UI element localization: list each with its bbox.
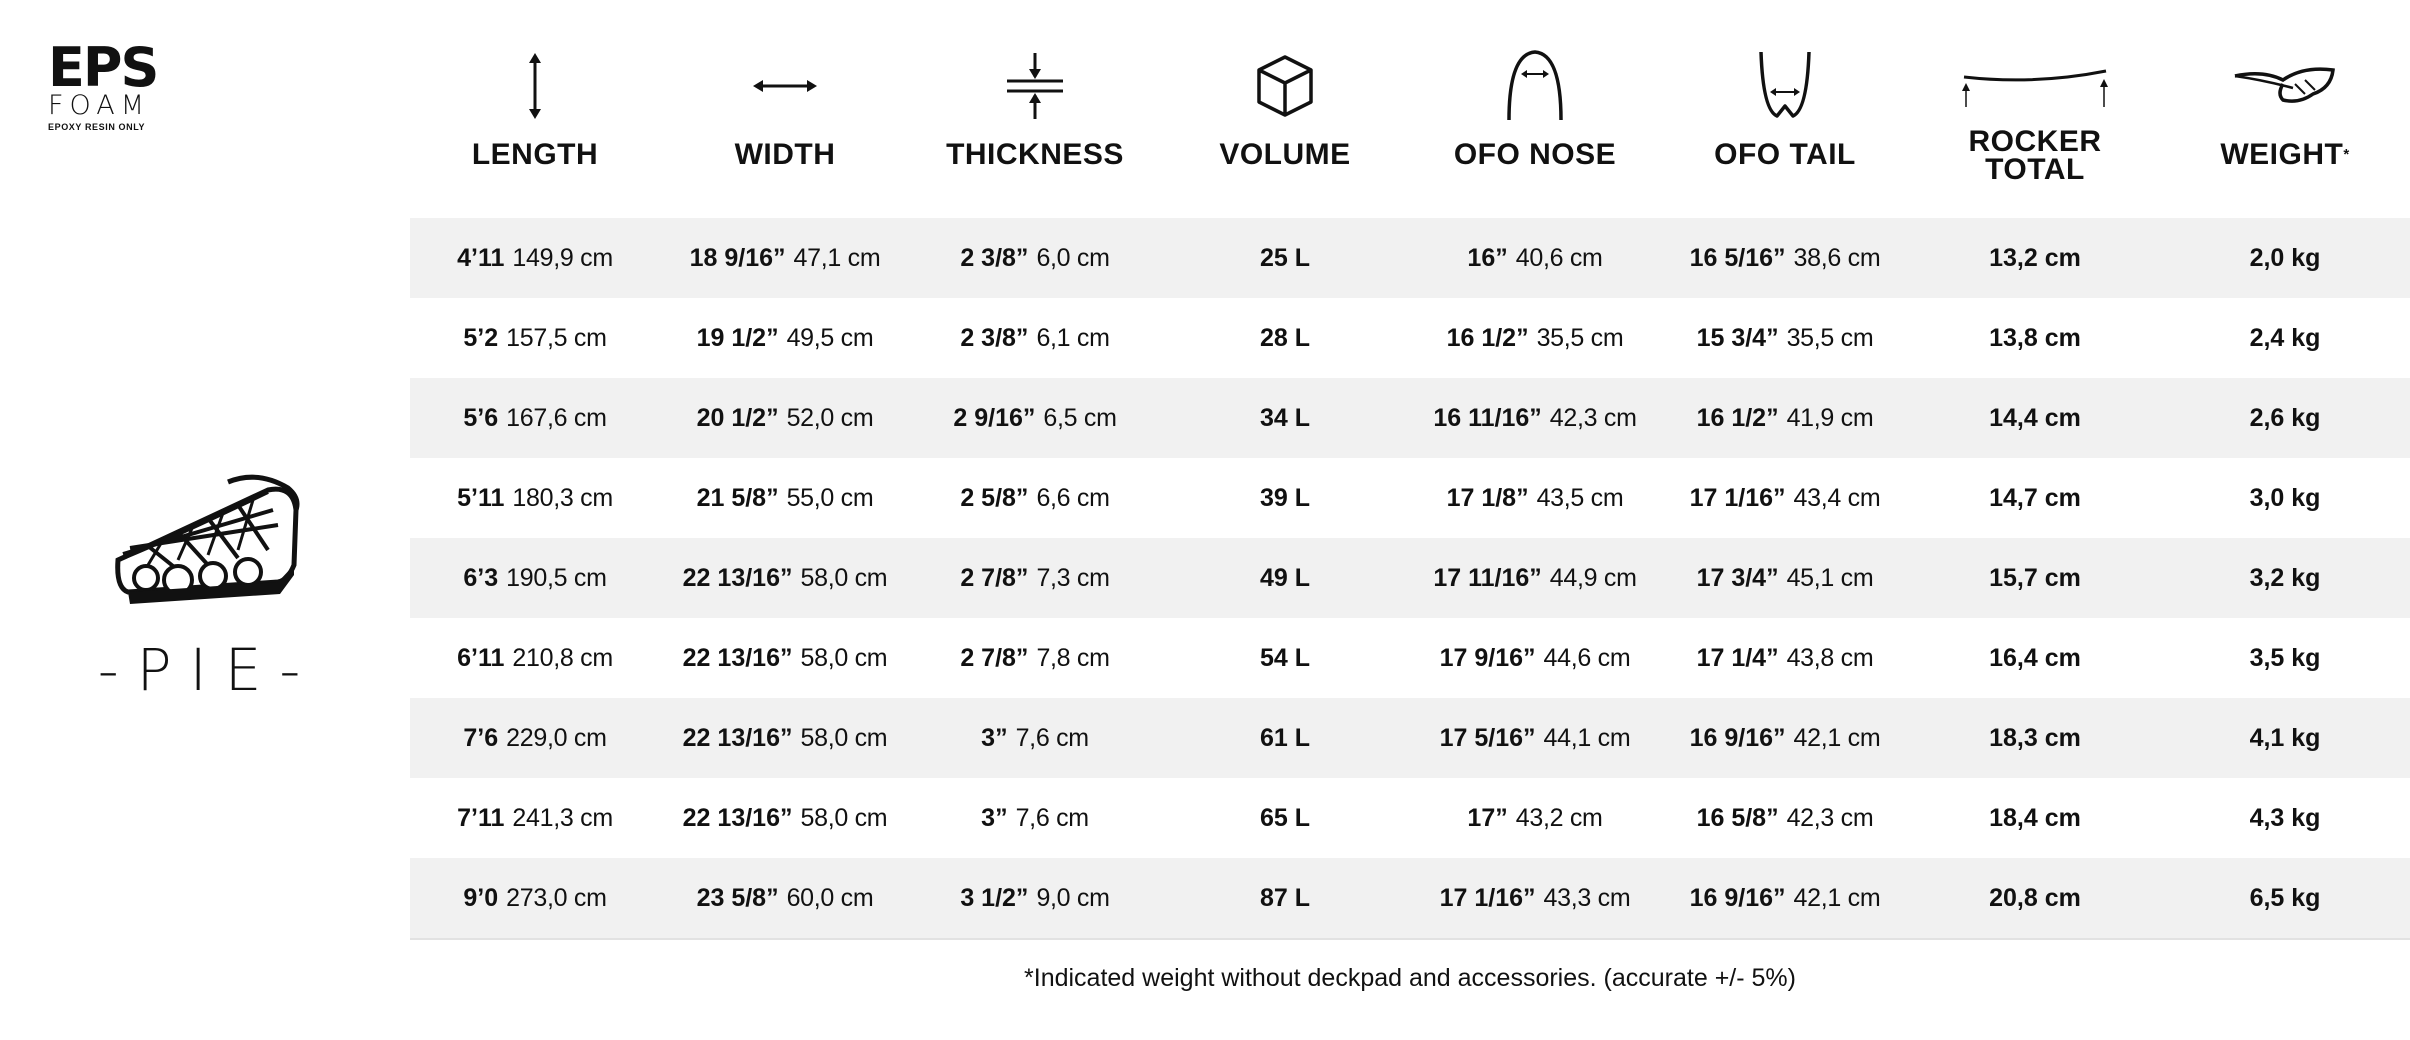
column-weight: WEIGHT* [2160, 0, 2410, 218]
cell-ofo-nose: 16 1/2” 35,5 cm [1446, 324, 1624, 352]
cell-ofo-nose: 16 11/16” 42,3 cm [1433, 404, 1637, 432]
cell-weight: 4,1 kg [2249, 724, 2321, 752]
table-row [410, 858, 2410, 938]
cell-width: 19 1/2” 49,5 cm [696, 324, 874, 352]
cell-width: 22 13/16” 58,0 cm [682, 804, 888, 832]
table-row [410, 458, 2410, 538]
table-row [410, 618, 2410, 698]
table-row [410, 378, 2410, 458]
cell-weight: 3,2 kg [2249, 564, 2321, 592]
cell-ofo-nose: 17 1/8” 43,5 cm [1446, 484, 1624, 512]
cell-ofo-tail: 16 5/16” 38,6 cm [1689, 244, 1881, 272]
cell-width: 22 13/16” 58,0 cm [682, 644, 888, 672]
cell-weight: 2,4 kg [2249, 324, 2321, 352]
cell-length: 9’0 273,0 cm [463, 884, 607, 912]
model-name: -PIE- [97, 636, 319, 704]
cell-ofo-tail: 16 9/16” 42,1 cm [1689, 724, 1881, 752]
tail-outline-icon [1755, 50, 1815, 122]
cell-ofo-tail: 17 3/4” 45,1 cm [1696, 564, 1874, 592]
cell-ofo-tail: 16 1/2” 41,9 cm [1696, 404, 1874, 432]
cell-weight: 2,0 kg [2249, 244, 2321, 272]
cell-ofo-tail: 17 1/4” 43,8 cm [1696, 644, 1874, 672]
logo-brand: EPS [48, 36, 158, 99]
column-length: LENGTH [410, 0, 660, 218]
column-thickness: THICKNESS [910, 0, 1160, 218]
cell-volume: 54 L [1259, 644, 1311, 672]
cell-rocker-total: 18,4 cm [1989, 804, 2081, 832]
logo-sub: FOAM [48, 90, 151, 121]
cell-thickness: 3” 7,6 cm [981, 804, 1089, 832]
column-ofo-tail: OFO TAIL [1660, 0, 1910, 218]
cell-volume: 65 L [1259, 804, 1311, 832]
cell-length: 6’3 190,5 cm [463, 564, 607, 592]
cell-thickness: 3” 7,6 cm [981, 724, 1089, 752]
column-rocker-total: ROCKER TOTAL [1910, 0, 2160, 218]
thickness-icon [1005, 53, 1065, 119]
cell-weight: 3,0 kg [2249, 484, 2321, 512]
cell-volume: 34 L [1259, 404, 1311, 432]
cell-weight: 2,6 kg [2249, 404, 2321, 432]
cell-thickness: 2 3/8” 6,1 cm [960, 324, 1110, 352]
cell-volume: 39 L [1259, 484, 1311, 512]
column-ofo-nose: OFO NOSE [1410, 0, 1660, 218]
cell-ofo-nose: 17 5/16” 44,1 cm [1439, 724, 1631, 752]
cell-length: 7’11 241,3 cm [457, 804, 613, 832]
weight-footnote: *Indicated weight without deckpad and accessories. (accurate +/- 5%) [1024, 964, 1796, 992]
cell-rocker-total: 15,7 cm [1989, 564, 2081, 592]
cell-rocker-total: 16,4 cm [1989, 644, 2081, 672]
cell-thickness: 2 7/8” 7,8 cm [960, 644, 1110, 672]
cell-volume: 49 L [1259, 564, 1311, 592]
cell-width: 22 13/16” 58,0 cm [682, 564, 888, 592]
cell-ofo-nose: 16” 40,6 cm [1467, 244, 1603, 272]
table-row [410, 698, 2410, 778]
column-volume: VOLUME [1160, 0, 1410, 218]
rocker-icon [1960, 61, 2110, 111]
cell-rocker-total: 13,2 cm [1989, 244, 2081, 272]
cell-ofo-tail: 15 3/4” 35,5 cm [1696, 324, 1874, 352]
cell-rocker-total: 18,3 cm [1989, 724, 2081, 752]
cell-weight: 3,5 kg [2249, 644, 2321, 672]
cell-ofo-tail: 16 9/16” 42,1 cm [1689, 884, 1881, 912]
width-arrow-icon [753, 76, 817, 96]
cell-volume: 61 L [1259, 724, 1311, 752]
cell-weight: 4,3 kg [2249, 804, 2321, 832]
table-row [410, 298, 2410, 378]
cell-rocker-total: 13,8 cm [1989, 324, 2081, 352]
table-row [410, 538, 2410, 618]
nose-outline-icon [1505, 50, 1565, 122]
cell-weight: 6,5 kg [2249, 884, 2321, 912]
cell-volume: 28 L [1259, 324, 1311, 352]
logo-note: EPOXY RESIN ONLY [48, 122, 146, 132]
cell-length: 5’2 157,5 cm [463, 324, 607, 352]
spec-table [410, 0, 2410, 940]
cell-length: 5’6 167,6 cm [463, 404, 607, 432]
column-width: WIDTH [660, 0, 910, 218]
table-row [410, 218, 2410, 298]
cell-thickness: 2 5/8” 6,6 cm [960, 484, 1110, 512]
cell-thickness: 3 1/2” 9,0 cm [960, 884, 1110, 912]
cell-ofo-nose: 17 1/16” 43,3 cm [1439, 884, 1631, 912]
eps-foam-logo [48, 36, 158, 132]
cube-icon [1255, 54, 1315, 118]
cell-ofo-nose: 17 9/16” 44,6 cm [1439, 644, 1631, 672]
cell-volume: 87 L [1259, 884, 1311, 912]
cell-width: 18 9/16” 47,1 cm [689, 244, 881, 272]
cell-volume: 25 L [1259, 244, 1311, 272]
cell-width: 23 5/8” 60,0 cm [696, 884, 874, 912]
cell-rocker-total: 14,4 cm [1989, 404, 2081, 432]
cell-length: 6’11 210,8 cm [457, 644, 613, 672]
cell-width: 21 5/8” 55,0 cm [696, 484, 874, 512]
cell-length: 4’11 149,9 cm [457, 244, 613, 272]
table-body [410, 218, 2410, 938]
cell-thickness: 2 9/16” 6,5 cm [953, 404, 1117, 432]
pie-slice-icon [108, 470, 308, 620]
cell-thickness: 2 3/8” 6,0 cm [960, 244, 1110, 272]
table-row [410, 778, 2410, 858]
cell-rocker-total: 14,7 cm [1989, 484, 2081, 512]
table-header [410, 0, 2410, 218]
cell-rocker-total: 20,8 cm [1989, 884, 2081, 912]
length-arrow-icon [525, 51, 545, 121]
cell-ofo-nose: 17 11/16” 44,9 cm [1433, 564, 1637, 592]
cell-width: 20 1/2” 52,0 cm [696, 404, 874, 432]
cell-ofo-tail: 17 1/16” 43,4 cm [1689, 484, 1881, 512]
model-block [88, 470, 328, 704]
feather-icon [2233, 64, 2337, 108]
cell-thickness: 2 7/8” 7,3 cm [960, 564, 1110, 592]
cell-width: 22 13/16” 58,0 cm [682, 724, 888, 752]
cell-ofo-tail: 16 5/8” 42,3 cm [1696, 804, 1874, 832]
cell-ofo-nose: 17” 43,2 cm [1467, 804, 1603, 832]
cell-length: 7’6 229,0 cm [463, 724, 607, 752]
table-bottom-divider [410, 938, 2410, 940]
cell-length: 5’11 180,3 cm [457, 484, 613, 512]
